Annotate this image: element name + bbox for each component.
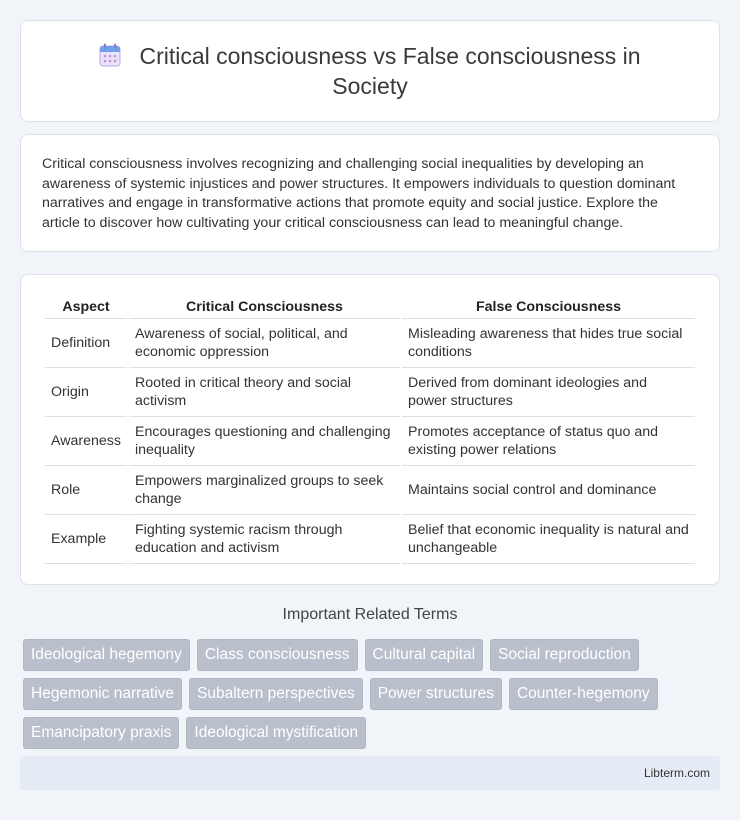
table-header-row bbox=[45, 295, 695, 319]
related-term-tag[interactable]: Ideological hegemony bbox=[23, 639, 190, 671]
table-row bbox=[45, 319, 695, 368]
header-aspect: Aspect bbox=[45, 295, 127, 319]
table-row bbox=[45, 417, 695, 466]
related-term-tag[interactable]: Counter-hegemony bbox=[509, 678, 658, 710]
table-row bbox=[45, 466, 695, 515]
header-false: False Consciousness bbox=[402, 295, 695, 319]
row-aspect: Example bbox=[45, 515, 127, 564]
row-false: Belief that economic inequality is natural and unchangeable bbox=[402, 515, 695, 564]
related-terms-list bbox=[23, 639, 723, 756]
comparison-card bbox=[20, 274, 720, 585]
table-row bbox=[45, 515, 695, 564]
comparison-table bbox=[43, 295, 697, 564]
related-term-tag[interactable]: Cultural capital bbox=[365, 639, 484, 671]
related-term-tag[interactable]: Class consciousness bbox=[197, 639, 358, 671]
page-title-wrap bbox=[61, 41, 679, 101]
row-critical: Fighting systemic racism through education and activism bbox=[129, 515, 400, 564]
row-false: Misleading awareness that hides true social conditions bbox=[402, 319, 695, 368]
related-term-tag[interactable]: Power structures bbox=[370, 678, 502, 710]
row-false: Maintains social control and dominance bbox=[402, 466, 695, 515]
intro-text: Critical consciousness involves recognizing and challenging social inequalities by developing an awareness of systemic injustices and power structures. It empowers individuals to question dominant narratives and engage in transformative actions that promote equity and social justice. Explore the article to discover how cultivating your critical consciousness can lead to meaningful change. bbox=[42, 156, 676, 231]
related-term-tag[interactable]: Subaltern perspectives bbox=[189, 678, 363, 710]
header-critical: Critical Consciousness bbox=[129, 295, 400, 319]
row-critical: Encourages questioning and challenging inequality bbox=[129, 417, 400, 466]
row-aspect: Awareness bbox=[45, 417, 127, 466]
title-card bbox=[20, 20, 720, 122]
row-false: Promotes acceptance of status quo and existing power relations bbox=[402, 417, 695, 466]
related-term-tag[interactable]: Emancipatory praxis bbox=[23, 717, 179, 749]
related-term-tag[interactable]: Ideological mystification bbox=[186, 717, 366, 749]
row-critical: Empowers marginalized groups to seek change bbox=[129, 466, 400, 515]
page-title: Critical consciousness vs False consciousness in Society bbox=[139, 43, 641, 99]
intro-card bbox=[20, 134, 720, 252]
row-critical: Awareness of social, political, and economic oppression bbox=[129, 319, 400, 368]
related-term-tag[interactable]: Social reproduction bbox=[490, 639, 639, 671]
row-aspect: Role bbox=[45, 466, 127, 515]
footer bbox=[20, 756, 720, 790]
related-terms-title: Important Related Terms bbox=[282, 606, 458, 623]
row-critical: Rooted in critical theory and social activism bbox=[129, 368, 400, 417]
related-term-tag[interactable]: Hegemonic narrative bbox=[23, 678, 182, 710]
calendar-icon bbox=[99, 43, 121, 67]
footer-brand-link[interactable]: Libterm.com bbox=[643, 766, 710, 780]
row-false: Derived from dominant ideologies and power structures bbox=[402, 368, 695, 417]
row-aspect: Definition bbox=[45, 319, 127, 368]
row-aspect: Origin bbox=[45, 368, 127, 417]
table-row bbox=[45, 368, 695, 417]
